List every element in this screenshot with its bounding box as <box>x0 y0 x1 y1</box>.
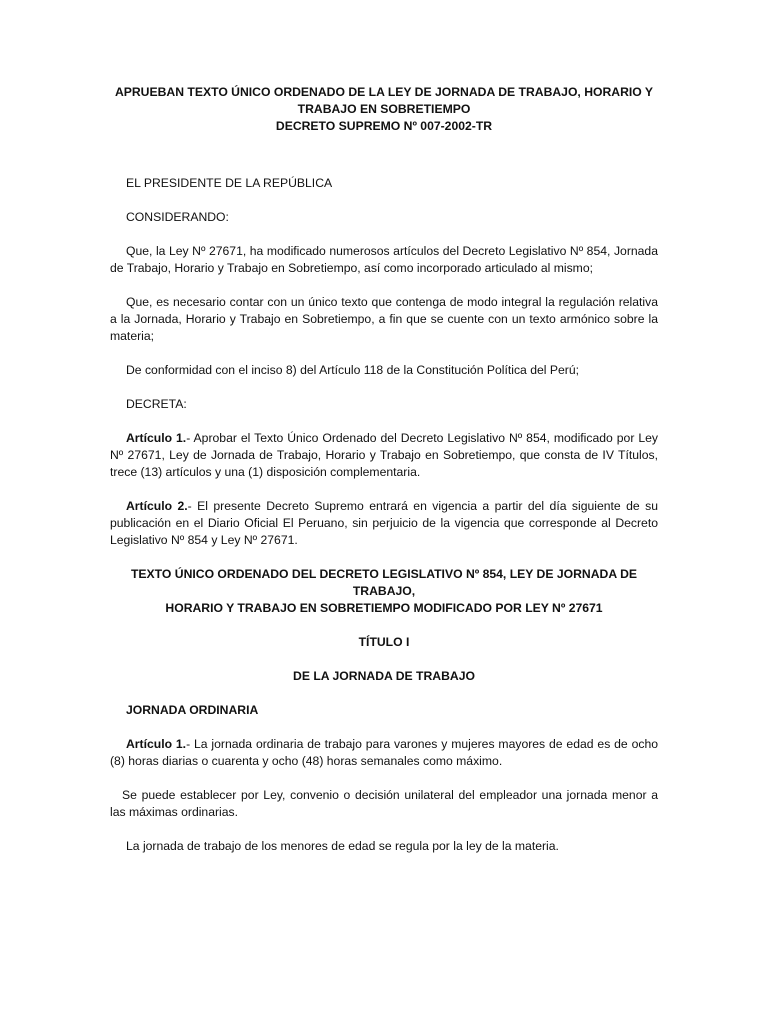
document-title <box>110 84 658 135</box>
conformidad-paragraph: De conformidad con el inciso 8) del Artículo 118 de la Constitución Política del Perú; <box>126 363 579 377</box>
tuo-article-1-label: Artículo 1. <box>126 737 187 751</box>
tuo-heading-line-1: TEXTO ÚNICO ORDENADO DEL DECRETO LEGISLATIVO Nº 854, LEY DE JORNADA DE TRABAJO, <box>130 567 638 598</box>
decree-number: DECRETO SUPREMO Nº 007-2002-TR <box>275 119 493 133</box>
tuo-article-1-text: - La jornada ordinaria de trabajo para varones y mujeres mayores de edad es de ocho (8) horas diarias o cuarenta y ocho (48) horas semanales como máximo. <box>110 737 658 768</box>
decree-article-1-label: Artículo 1. <box>126 431 187 445</box>
decree-article-2-text: - El presente Decreto Supremo entrará en vigencia a partir del día siguiente de su publicación en el Diario Oficial El Peruano, sin perjuicio de la vigencia que corresponde al Decreto Legislativo Nº 854 y Ley Nº 27671. <box>110 499 658 547</box>
decree-article-1 <box>110 430 658 481</box>
titulo-name: DE LA JORNADA DE TRABAJO <box>293 669 475 683</box>
considerando-paragraph-2: Que, es necesario contar con un único texto que contenga de modo integral la regulación relativa a la Jornada, Horario y Trabajo en Sobretiempo, a fin que se cuente con un texto armónico sobre la materia; <box>110 295 658 343</box>
tuo-paragraph-2: Se puede establecer por Ley, convenio o decisión unilateral del empleador una jornada menor a las máximas ordinarias. <box>110 788 658 819</box>
decreta-label: DECRETA: <box>126 397 187 411</box>
decree-article-2-label: Artículo 2. <box>126 499 188 513</box>
tuo-article-1 <box>110 736 658 770</box>
titulo-heading: TÍTULO I <box>358 635 410 649</box>
document-page <box>110 84 658 855</box>
considerando-label: CONSIDERANDO: <box>126 210 229 224</box>
title-line-1: APRUEBAN TEXTO ÚNICO ORDENADO DE LA LEY DE JORNADA DE TRABAJO, HORARIO Y <box>114 85 654 99</box>
tuo-heading <box>110 566 658 617</box>
decree-article-1-text: - Aprobar el Texto Único Ordenado del Decreto Legislativo Nº 854, modificado por Ley Nº 27671, Ley de Jornada de Trabajo, Horario y Trabajo en Sobretiempo, que consta de IV Títulos, trece (13) artículos y una (1) disposición complementaria. <box>110 431 658 479</box>
section-heading: JORNADA ORDINARIA <box>126 703 259 717</box>
considerando-paragraph-1: Que, la Ley Nº 27671, ha modificado numerosos artículos del Decreto Legislativo Nº 854, Jornada de Trabajo, Horario y Trabajo en Sobretiempo, así como incorporado articulado al mismo; <box>110 244 658 275</box>
decree-article-2 <box>110 498 658 549</box>
tuo-heading-line-2: HORARIO Y TRABAJO EN SOBRETIEMPO MODIFICADO POR LEY Nº 27671 <box>165 601 603 615</box>
title-line-2: TRABAJO EN SOBRETIEMPO <box>297 102 471 116</box>
president-line: EL PRESIDENTE DE LA REPÚBLICA <box>126 176 333 190</box>
tuo-paragraph-3: La jornada de trabajo de los menores de edad se regula por la ley de la materia. <box>126 839 559 853</box>
